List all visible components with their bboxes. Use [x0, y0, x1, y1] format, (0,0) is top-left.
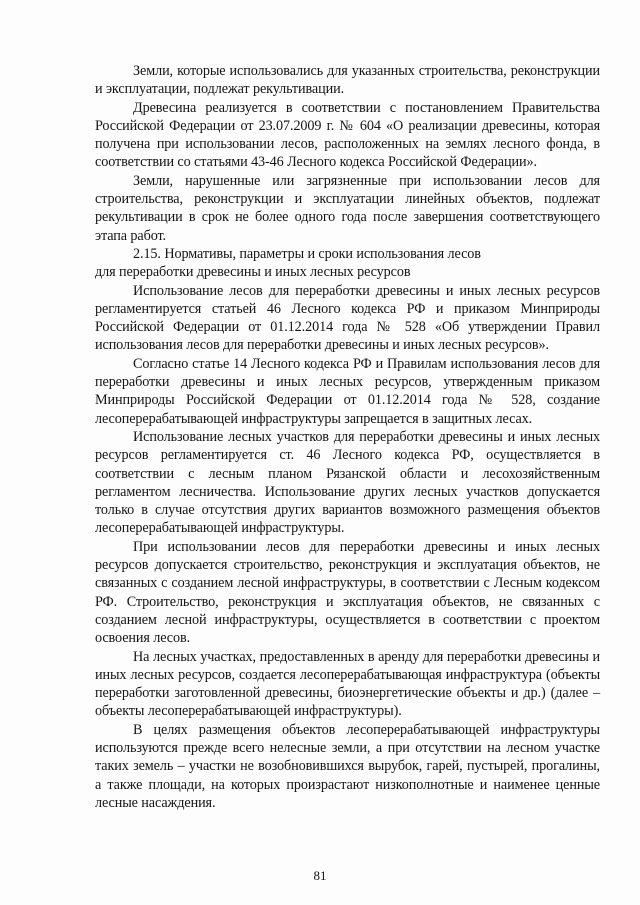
- paragraph-recultivation: Земли, которые использовались для указанных строительства, реконструкции и эксплуатации, подлежат рекультивации.: [95, 63, 600, 98]
- document-body: [95, 62, 600, 812]
- paragraph-regulation: Использование лесов для переработки древесины и иных лесных ресурсов регламентируется статьей 46 Лесного кодекса РФ и приказом Минприроды Российской Федерации от 01.12.2014 года № 528 «Об утверждении Правил использования лесов для переработки древесины и иных лесных ресурсов».: [95, 282, 600, 354]
- paragraph-placement: В целях размещения объектов лесоперерабатывающей инфраструктуры используются прежде всего нелесные земли, а при отсутствии на лесном участке таких земель – участки не возобновившихся вырубок, гарей, пустырей, прогалины, а также площади, на которых произрастают низкополнотные и наименее ценные лесные насаждения.: [95, 721, 600, 811]
- paragraph-construction: При использовании лесов для переработки древесины и иных лесных ресурсов допускается строительство, реконструкция и эксплуатация объектов, не связанных с созданием лесной инфраструктуры, в соответствии с Лесным кодексом РФ. Строительство, реконструкция и эксплуатация объектов, не связанных с созданием лесной инфраструктуры, осуществляется в соответствии с проектом освоения лесов.: [95, 538, 600, 647]
- paragraph-article-14: Согласно статье 14 Лесного кодекса РФ и Правилам использования лесов для переработки древесины и иных лесных ресурсов, утвержденным приказом Минприроды Российской Федерации от 01.12.2014 года № 528, создание лесоперерабатывающей инфраструктуры запрещается в защитных лесах.: [95, 355, 600, 427]
- page-number: 81: [313, 868, 327, 883]
- paragraph-infrastructure: На лесных участках, предоставленных в аренду для переработки древесины и иных лесных ресурсов, создается лесоперерабатывающая инфраструктура (объекты переработки заготовленной древесины, биоэнергетические объекты и др.) (далее – объекты лесоперерабатывающей инфраструктуры).: [95, 648, 600, 720]
- paragraph-timber-sale: Древесина реализуется в соответствии с постановлением Правительства Российской Федерации от 23.07.2009 г. № 604 «О реализации древесины, которая получена при использовании лесов, расположенных на землях лесного фонда, в соответствии со статьями 43-46 Лесного кодекса Российской Федерации».: [95, 99, 600, 171]
- section-heading-line2: для переработки древесины и иных лесных ресурсов: [95, 264, 411, 281]
- section-heading-line1: 2.15. Нормативы, параметры и сроки использования лесов: [133, 245, 481, 262]
- paragraph-disturbed-lands: Земли, нарушенные или загрязненные при использовании лесов для строительства, реконструкции и эксплуатации линейных объектов, подлежат рекультивации в срок не более одного года после завершения соответствующего этапа работ.: [95, 172, 600, 244]
- paragraph-land-use: Использование лесных участков для переработки древесины и иных лесных ресурсов регламентируется ст. 46 Лесного кодекса РФ, осуществляется в соответствии с лесным планом Рязанской области и лесохозяйственным регламентом лесничества. Использование других лесных участков допускается только в случае отсутствия других вариантов возможного размещения объектов лесоперерабатывающей инфраструктуры.: [95, 428, 600, 537]
